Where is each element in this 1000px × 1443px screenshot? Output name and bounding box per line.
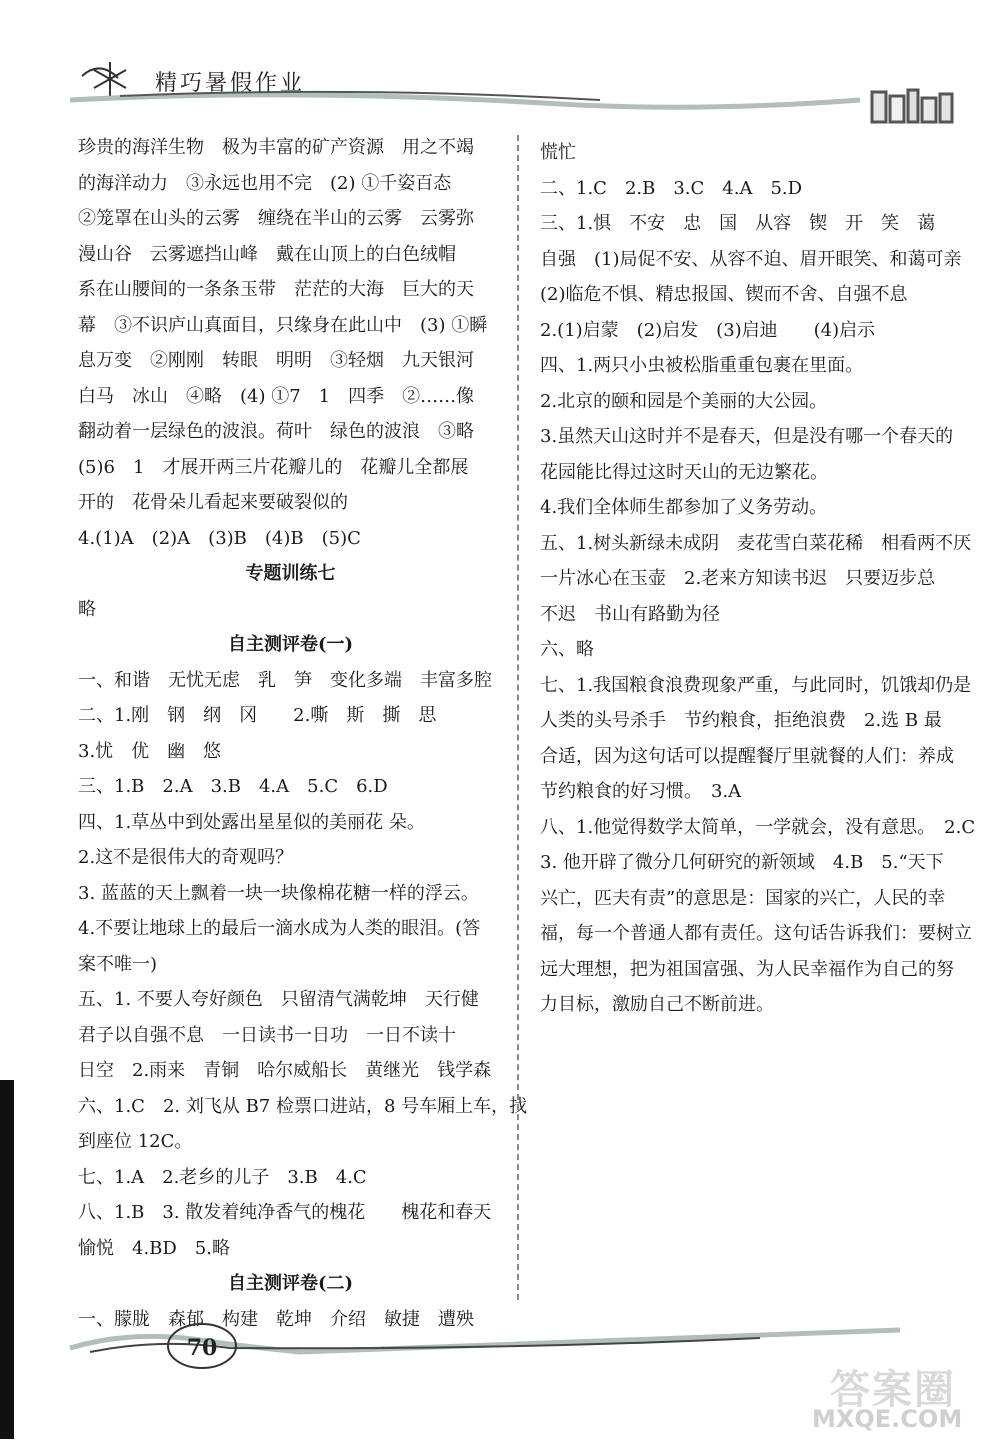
header-title: 精巧暑假作业 (155, 71, 306, 96)
answer-line: 福，每一个普通人都有责任。这句话告诉我们：要树立 (540, 923, 972, 944)
answer-line: 愉悦 4.BD 5.略 (78, 1237, 231, 1259)
answer-line: 2.这不是很伟大的奇观吗？ (78, 847, 294, 868)
answer-line: 系在山腰间的一条条玉带 茫茫的大海 巨大的天 (78, 279, 474, 300)
answer-line: 八、1.他觉得数学太简单，一学就会，没有意思。 2.C (540, 816, 976, 838)
answer-line: 节约粮食的好习惯。 3.A (540, 781, 742, 802)
answer-line: 花园能比得过这时天山的无边繁花。 (540, 461, 828, 483)
answer-line: 远大理想，把为祖国富强、为人民幸福作为自己的努 (540, 958, 954, 980)
answer-line: 六、略 (540, 639, 594, 660)
answer-line: 兴亡，匹夫有责”的意思是：国家的兴亡，人民的幸 (540, 887, 946, 909)
answer-line: 2.北京的颐和园是个美丽的大公园。 (540, 390, 828, 412)
answer-line: 白马 冰山 ④略 (4) ①7 1 四季 ②……像 (78, 385, 475, 407)
left-column (78, 130, 528, 1337)
answer-line: 二、1.C 2.B 3.C 4.A 5.D (540, 177, 803, 199)
snowflake-icon (82, 62, 126, 96)
watermark-brand: 答案圈 (830, 1367, 956, 1413)
answer-line: 人类的头号杀手 节约粮食，拒绝浪费 2.选 B 最 (540, 710, 942, 731)
answer-line: 2.(1)启蒙 (2)启发 (3)启迪 (4)启示 (540, 319, 876, 341)
answer-line: 案不唯一) (78, 953, 158, 975)
answer-line: 四、1.两只小虫被松脂重重包裹在里面。 (540, 355, 864, 376)
column-divider (517, 135, 519, 1300)
answer-line: 君子以自强不息 一日读书一日功 一日不读十 (78, 1024, 456, 1046)
header-decoration (0, 0, 1000, 140)
answer-line: 4.我们全体师生都参加了义务劳动。 (540, 497, 828, 518)
answer-line: 漫山谷 云雾遮挡山峰 戴在山顶上的白色绒帽 (78, 243, 456, 265)
answer-line: 到座位 12C。 (78, 1131, 193, 1152)
page-number: 70 (186, 1335, 218, 1361)
answer-line: 三、1.惧 不安 忠 国 从容 锲 开 笑 蔼 (540, 213, 936, 234)
section-title: 自主测评卷(二) (227, 1273, 354, 1294)
answer-line: 翻动着一层绿色的波浪。荷叶 绿色的波浪 ③略 (78, 421, 474, 442)
answer-line: 3.忧 优 幽 悠 (78, 740, 222, 762)
answer-line: 一片冰心在玉壶 2.老来方知读书迟 只要迈步总 (540, 568, 936, 589)
answer-line: ②笼罩在山头的云雾 缠绕在半山的云雾 云雾弥 (78, 208, 474, 229)
answer-line: 珍贵的海洋生物 极为丰富的矿产资源 用之不竭 (78, 137, 474, 158)
answer-line: 慌忙 (540, 142, 576, 163)
books-icon (872, 90, 952, 122)
watermark-url: MXQE.COM (812, 1405, 963, 1433)
answer-line: 自强 (1)局促不安、从容不迫、眉开眼笑、和蔼可亲 (540, 248, 962, 270)
answer-line: 3. 蓝蓝的天上飘着一块一块像棉花糖一样的浮云。 (78, 882, 479, 904)
answer-line: 五、1.树头新绿未成阴 麦花雪白菜花稀 相看两不厌 (540, 532, 972, 554)
answer-line: 八、1.B 3. 散发着纯净香气的槐花 槐花和春天 (78, 1202, 492, 1223)
answer-line: 日空 2.雨来 青铜 哈尔威船长 黄继光 钱学森 (78, 1060, 492, 1081)
answer-line: 的海洋动力 ③永远也用不完 (2) ①千姿百态 (78, 172, 452, 194)
page-header (0, 0, 1000, 140)
answer-line: 二、1.刚 钢 纲 冈 2.嘶 斯 撕 思 (78, 705, 437, 726)
answer-line: 4.不要让地球上的最后一滴水成为人类的眼泪。(答 (78, 918, 481, 939)
answer-line: 幕 ③不识庐山真面目，只缘身在此山中 (3) ①瞬 (78, 314, 488, 336)
section-title: 自主测评卷(一) (227, 634, 354, 655)
answer-line: 4.(1)A (2)A (3)B (4)B (5)C (78, 527, 361, 549)
answer-line: 一、朦胧 森郁 构建 乾坤 介绍 敏捷 遭殃 (78, 1308, 474, 1330)
answer-line: 3.虽然天山这时并不是春天，但是没有哪一个春天的 (540, 426, 954, 447)
answer-line: 七、1.我国粮食浪费现象严重，与此同时，饥饿却仍是 (540, 674, 972, 696)
answer-line: 略 (78, 598, 96, 620)
answer-line: 开的 花骨朵儿看起来要破裂似的 (78, 492, 348, 513)
answer-line: 五、1. 不要人夸好颜色 只留清气满乾坤 天行健 (78, 989, 479, 1010)
answer-line: 三、1.B 2.A 3.B 4.A 5.C 6.D (78, 776, 388, 797)
answer-line: (5)6 1 才展开两三片花瓣儿的 花瓣儿全都展 (78, 456, 469, 478)
answer-line: 3. 他开辟了微分几何研究的新领域 4.B 5.“天下 (540, 852, 944, 873)
answer-line: 一、和谐 无忧无虑 乳 笋 变化多端 丰富多腔 (78, 669, 492, 691)
answer-line: 不迟 书山有路勤为径 (540, 603, 720, 625)
answer-line: 力目标，激励自己不断前进。 (540, 994, 774, 1015)
answer-line: 四、1.草丛中到处露出星星似的美丽花 朵。 (78, 811, 425, 833)
right-column (540, 135, 976, 1023)
answer-line: 六、1.C 2. 刘飞从 B7 检票口进站，8 号车厢上车，找 (78, 1095, 528, 1117)
section-title: 专题训练七 (245, 563, 336, 584)
answer-line: (2)临危不惧、精忠报国、锲而不舍、自强不息 (540, 284, 908, 305)
answer-line: 息万变 ②刚刚 转眼 明明 ③轻烟 九天银河 (78, 350, 474, 371)
answer-line: 七、1.A 2.老乡的儿子 3.B 4.C (78, 1166, 367, 1188)
answer-line: 合适，因为这句话可以提醒餐厅里就餐的人们：养成 (540, 745, 954, 767)
